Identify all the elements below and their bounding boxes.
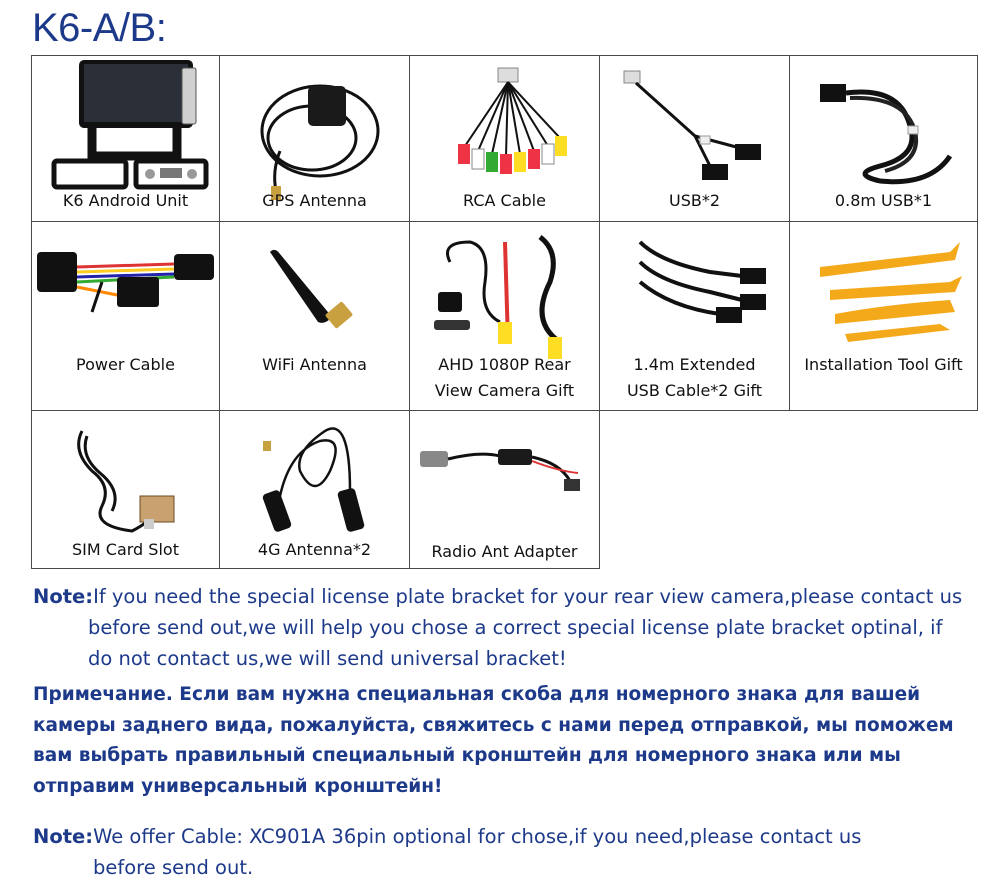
- note-text: If you need the special license plate bracket for your rear view camera,please contact us: [93, 585, 963, 608]
- item-gps-antenna: [219, 55, 410, 222]
- item-label: Power Cable: [76, 355, 175, 374]
- item-label: Radio Ant Adapter: [431, 542, 578, 561]
- note-text: do not contact us,we will send universal bracket!: [88, 647, 567, 670]
- item-installation-tool: [789, 221, 978, 411]
- item-label: SIM Card Slot: [72, 540, 179, 559]
- item-label: K6 Android Unit: [62, 191, 189, 210]
- item-rear-camera: [409, 221, 600, 411]
- item-label: Installation Tool Gift: [804, 355, 963, 374]
- power-cable-icon: [32, 222, 220, 411]
- item-label: 4G Antenna*2: [257, 540, 372, 559]
- item-radio-adapter: [409, 410, 600, 569]
- page-title: K6-A/B:: [32, 6, 167, 50]
- item-label: AHD 1080P Rear: [438, 355, 571, 374]
- item-label: 1.4m Extended: [633, 355, 756, 374]
- note-text: before send out.: [93, 856, 254, 879]
- note-text: before send out,we will help you chose a correct special license plate bracket optinal, if: [88, 616, 943, 639]
- item-label: USB Cable*2 Gift: [626, 381, 763, 400]
- item-label: 0.8m USB*1: [834, 191, 933, 210]
- note-cable: [33, 821, 993, 883]
- note-label: Note:: [33, 825, 94, 848]
- item-extended-usb: [599, 221, 790, 411]
- item-label: USB*2: [668, 191, 721, 210]
- item-android-unit: [31, 55, 220, 222]
- item-label: GPS Antenna: [262, 191, 367, 210]
- wifi-antenna-icon: [220, 222, 410, 411]
- pry-tool-icon: [790, 222, 978, 411]
- item-label: RCA Cable: [463, 191, 546, 210]
- note-label: Note:: [33, 585, 94, 608]
- note-bracket-russian: Примечание. Если вам нужна специальная скоба для номерного знака для вашей камеры заднего вида, пожалуйста, свяжитесь с нами перед отправкой, мы поможем вам выбрать правильный специальный кронштейн для номерного знака или мы отправим универсальный кронштейн!: [33, 684, 954, 797]
- note-bracket: [33, 581, 993, 674]
- item-label: View Camera Gift: [434, 381, 575, 400]
- item-power-cable: [31, 221, 220, 411]
- note-text: We offer Cable: XC901A 36pin optional for chose,if you need,please contact us: [93, 825, 862, 848]
- item-rca-cable: [409, 55, 600, 222]
- item-4g-antenna: [219, 410, 410, 569]
- item-label: WiFi Antenna: [262, 355, 367, 374]
- item-wifi-antenna: [219, 221, 410, 411]
- item-sim-card-slot: [31, 410, 220, 569]
- item-usb-08m: [789, 55, 978, 222]
- item-usb-2: [599, 55, 790, 222]
